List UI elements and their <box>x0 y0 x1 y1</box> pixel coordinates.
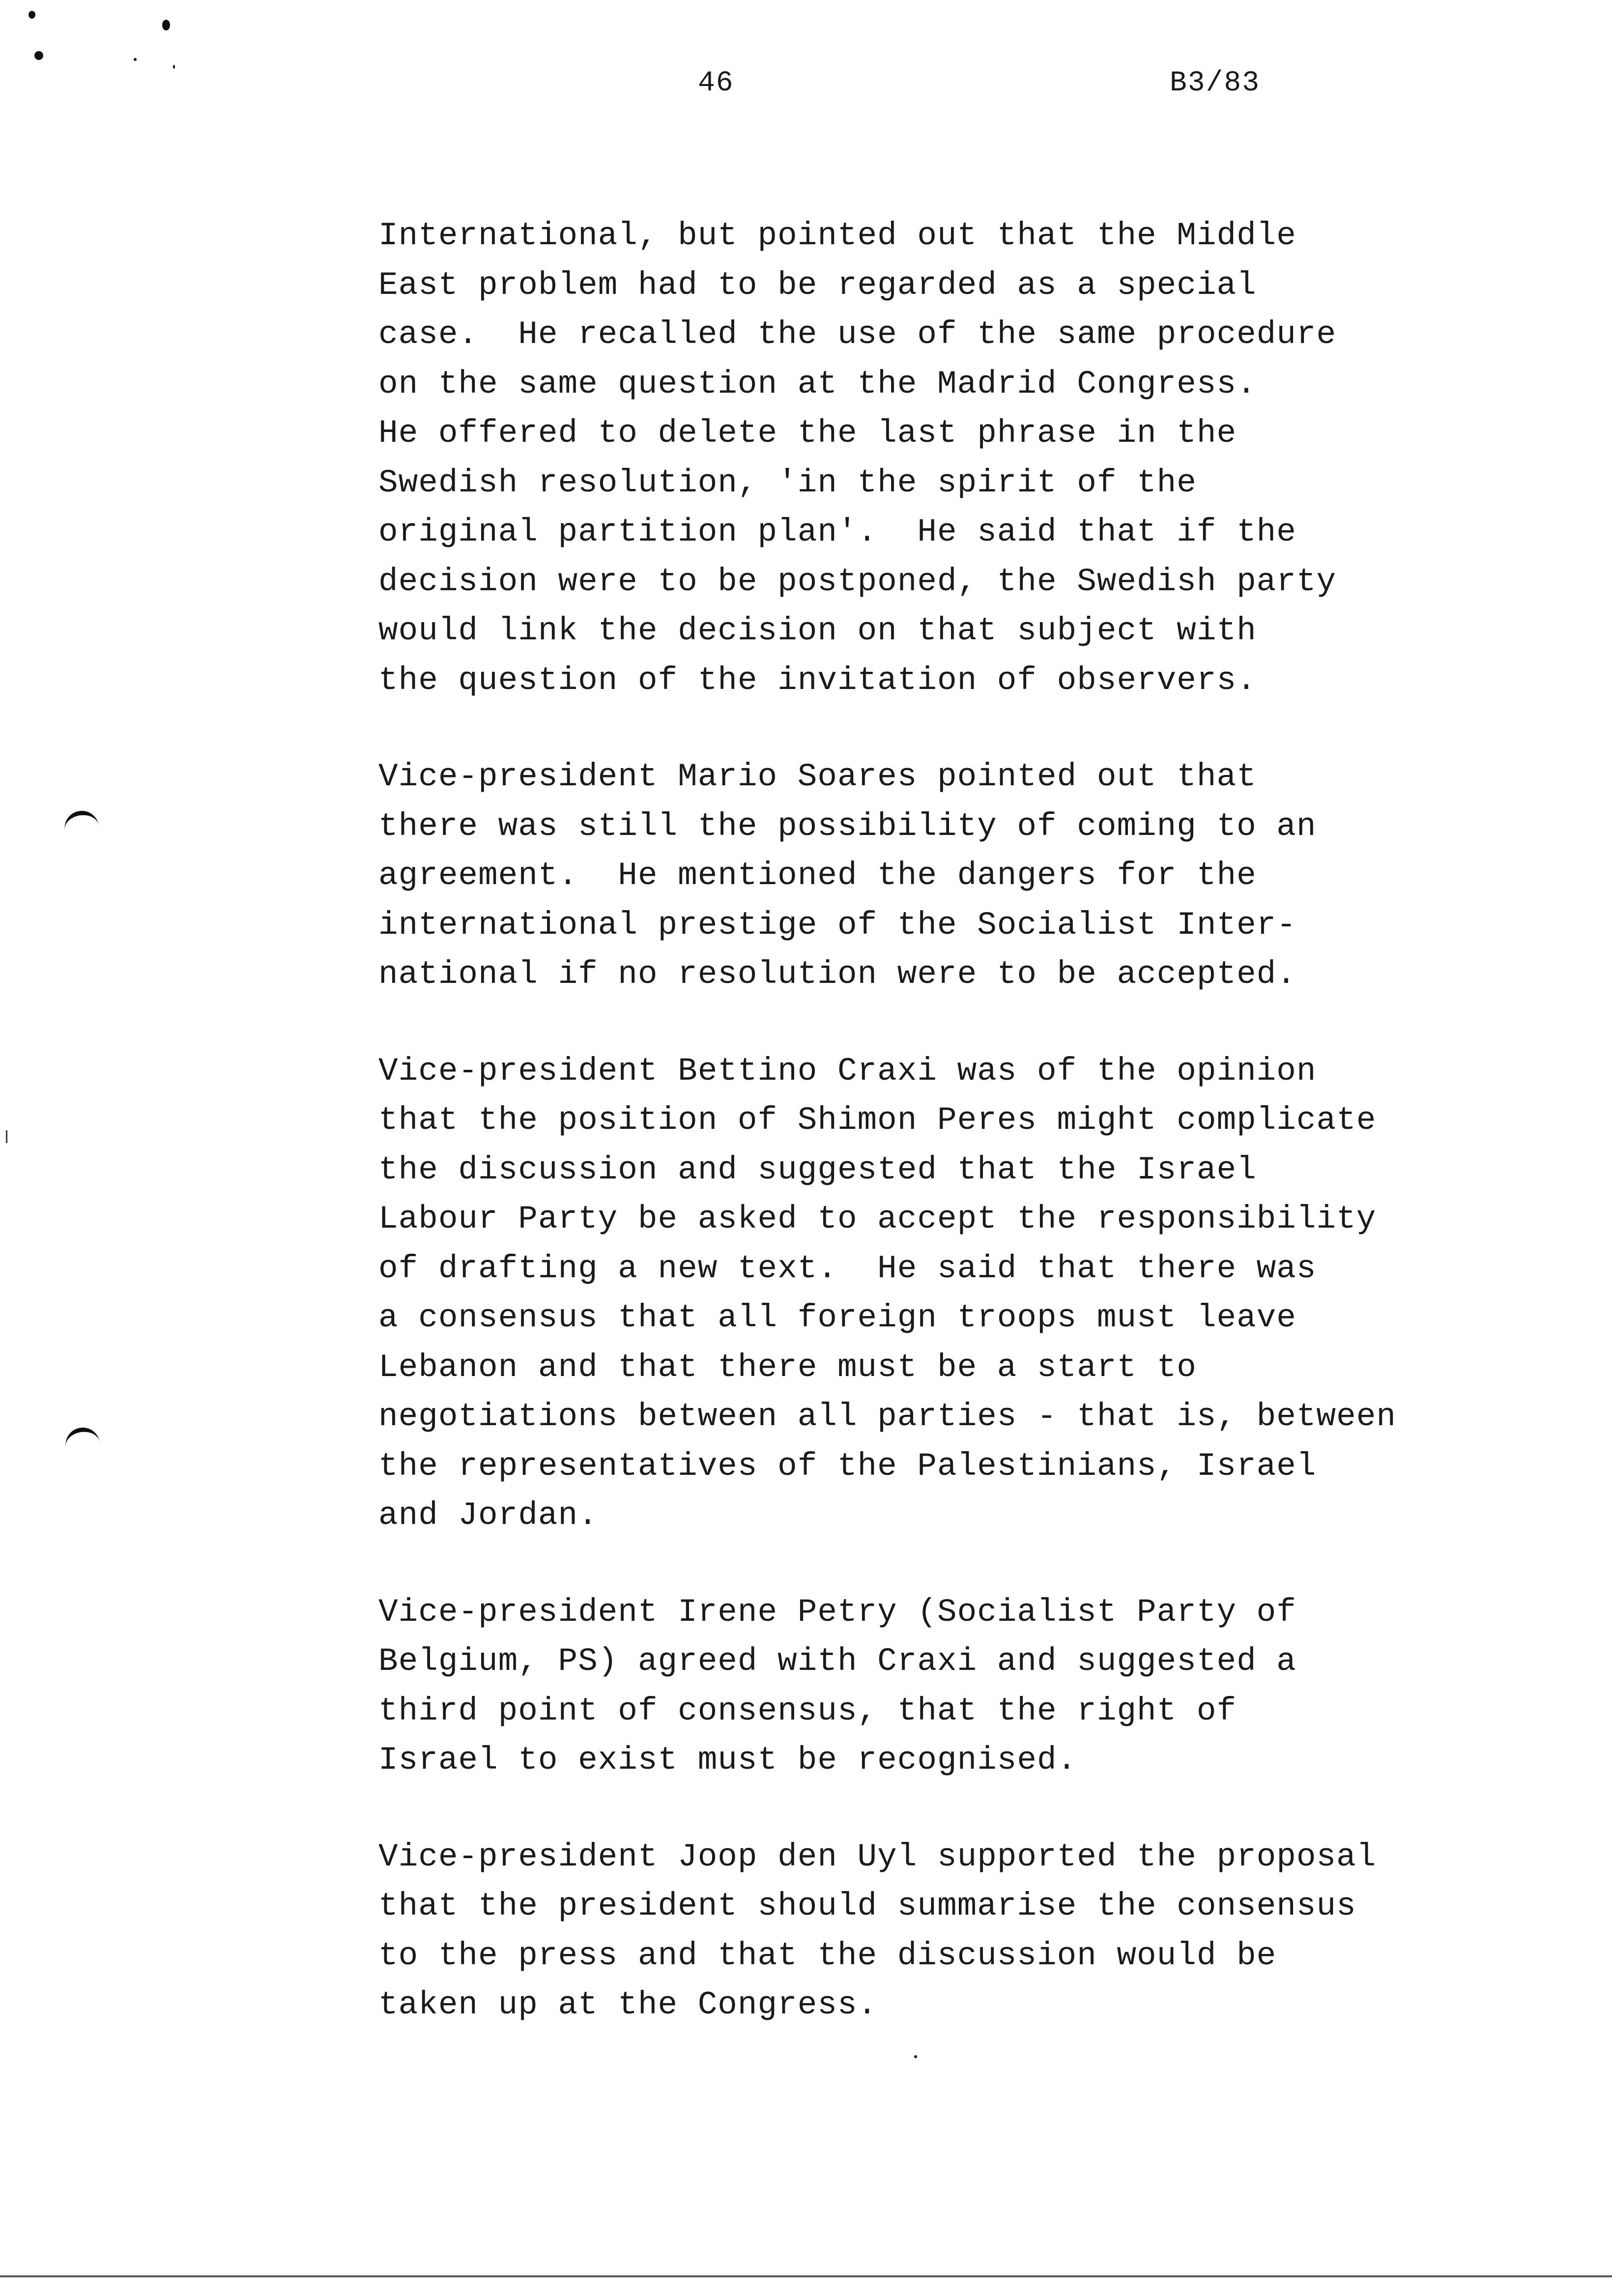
text-line: He offered to delete the last phrase in the <box>378 415 1237 452</box>
text-line: Vice-president Bettino Craxi was of the opinion <box>378 1052 1317 1090</box>
text-line: the discussion and suggested that the Israel <box>378 1151 1257 1188</box>
text-line: agreement. He mentioned the dangers for the <box>378 857 1257 894</box>
scan-speck <box>162 20 170 30</box>
paragraph <box>378 1833 1435 2030</box>
text-line: Israel to exist must be recognised. <box>378 1742 1077 1779</box>
text-line: Vice-president Irene Petry (Socialist Party of <box>378 1593 1296 1631</box>
text-line: on the same question at the Madrid Congress. <box>378 365 1257 402</box>
text-line: Belgium, PS) agreed with Craxi and suggested a <box>378 1643 1296 1680</box>
text-line: International, but pointed out that the Middle <box>378 217 1296 254</box>
text-line: Swedish resolution, 'in the spirit of the <box>378 464 1197 501</box>
text-line: case. He recalled the use of the same procedure <box>378 316 1337 353</box>
punch-hole-mark <box>62 808 100 837</box>
paragraph <box>378 1047 1435 1541</box>
text-line: would link the decision on that subject with <box>378 612 1257 649</box>
scan-speck <box>34 51 43 60</box>
text-line: taken up at the Congress. <box>378 1986 878 2023</box>
text-line: Vice-president Joop den Uyl supported the proposal <box>378 1838 1377 1875</box>
scan-edge-line <box>0 2275 1612 2277</box>
text-line: the representatives of the Palestinians, Israel <box>378 1447 1317 1485</box>
text-line: of drafting a new text. He said that there was <box>378 1250 1317 1287</box>
text-line: international prestige of the Socialist Inter- <box>378 906 1296 944</box>
text-line: and Jordan. <box>378 1497 598 1534</box>
paragraph <box>378 752 1435 1000</box>
text-line: decision were to be postponed, the Swedish party <box>378 563 1337 600</box>
text-line: that the position of Shimon Peres might complicate <box>378 1102 1377 1139</box>
text-line: that the president should summarise the consensus <box>378 1888 1356 1924</box>
text-line: Vice-president Mario Soares pointed out that <box>378 758 1257 795</box>
text-line: negotiations between all parties - that is, between <box>378 1398 1396 1435</box>
paragraph <box>378 211 1435 705</box>
text-line: the question of the invitation of observers. <box>378 661 1257 699</box>
text-line: national if no resolution were to be accepted. <box>378 956 1296 993</box>
text-line: third point of consensus, that the right of <box>378 1692 1237 1729</box>
body-text <box>378 211 1435 2077</box>
margin-mark <box>6 1130 7 1143</box>
scan-speck <box>134 58 137 61</box>
document-reference: B3/83 <box>1170 67 1261 99</box>
page-number: 46 <box>698 67 734 99</box>
scan-speck <box>173 65 175 69</box>
paragraph <box>378 1588 1435 1785</box>
text-line: original partition plan'. He said that if the <box>378 514 1296 550</box>
text-line: East problem had to be regarded as a special <box>378 266 1257 304</box>
text-line: Labour Party be asked to accept the responsibility <box>378 1201 1377 1237</box>
scan-speck <box>29 11 35 19</box>
text-line: to the press and that the discussion would be <box>378 1937 1277 1974</box>
text-line: Lebanon and that there must be a start to <box>378 1349 1197 1386</box>
punch-hole-mark <box>63 1425 101 1454</box>
text-line: a consensus that all foreign troops must leave <box>378 1299 1296 1336</box>
text-line: there was still the possibility of coming to an <box>378 807 1317 845</box>
